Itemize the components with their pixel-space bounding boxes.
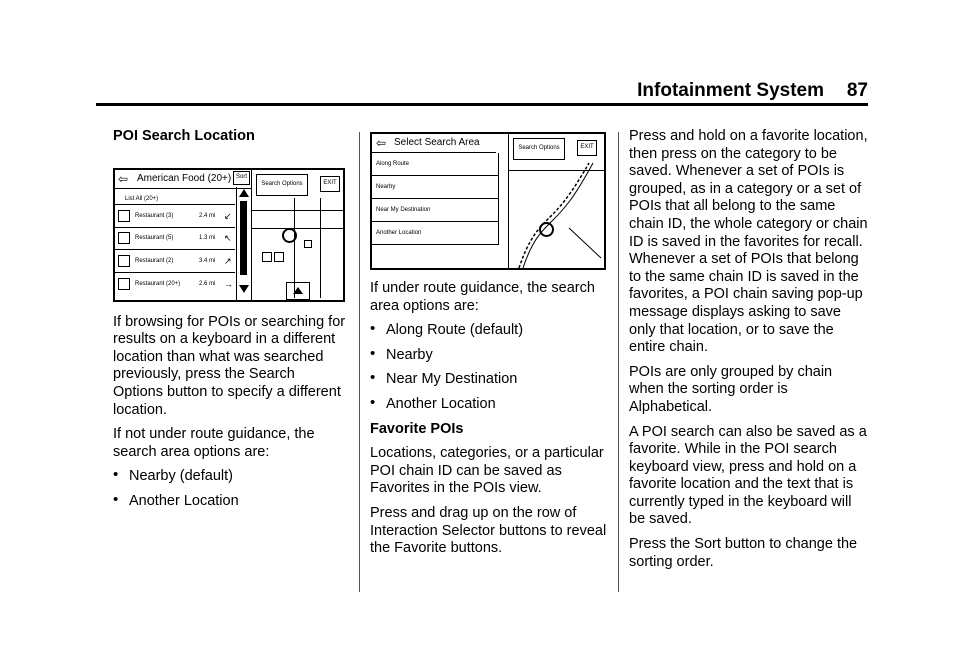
bullet-item: • Another Location (370, 396, 610, 414)
poi-row-name: Restaurant (2) (135, 257, 174, 264)
header-rule (96, 103, 868, 106)
bullet-item: • Along Route (default) (370, 322, 610, 340)
poi-search-location-heading: POI Search Location (113, 128, 255, 144)
map-scroll-up-icon[interactable] (286, 282, 310, 300)
screen-titlebar (372, 134, 496, 153)
search-area-option[interactable]: Nearby (372, 176, 499, 199)
poi-row-distance: 3.4 mi (199, 257, 216, 264)
search-area-option[interactable]: Along Route (372, 153, 499, 176)
poi-marker-icon (262, 252, 272, 262)
bullet-item: • Another Location (113, 493, 348, 511)
poi-row-name: Restaurant (5) (135, 234, 174, 241)
poi-row-name: Restaurant (3) (135, 212, 174, 219)
poi-marker-icon (304, 240, 312, 248)
col3-paragraph-1: Press and hold on a favorite location, then press on the category to be saved. Whenever a set of POIs is grouped, as in a category or a set of POIs that all belong to the same chain ID, the whole category or chain ID is saved in the favorites for recall. Whenever a set of POIs that belong to the same chain ID is saved in the favorites, a POI chain saving pop-up message displays asking to save only that location, or to save the entire chain. (629, 128, 868, 356)
poi-marker-icon (274, 252, 284, 262)
turn-arrow-icon: ↗ (224, 255, 232, 266)
vehicle-position-icon (282, 228, 297, 243)
col1-bullet-list (113, 468, 348, 510)
col1-paragraph-2: If not under route guidance, the search area options are: (113, 426, 315, 460)
checkbox-icon[interactable] (118, 255, 130, 267)
poi-row-distance: 2.6 mi (199, 280, 216, 287)
poi-row[interactable] (115, 227, 235, 250)
favorite-pois-heading: Favorite POIs (370, 420, 464, 437)
checkbox-icon[interactable] (118, 278, 130, 290)
map-road (252, 228, 344, 229)
checkbox-icon[interactable] (118, 210, 130, 222)
column-divider (359, 132, 360, 592)
screen-title: Select Search Area (394, 137, 480, 148)
scrollbar[interactable] (236, 187, 251, 300)
page-number: 87 (846, 80, 868, 101)
back-arrow-icon[interactable]: ⇦ (376, 136, 387, 150)
checkbox-icon[interactable] (118, 232, 130, 244)
exit-button[interactable]: EXIT (577, 140, 597, 156)
list-all-label[interactable]: List All (20+) (125, 195, 159, 202)
col3-paragraph-4: Press the Sort button to change the sorting order. (629, 536, 858, 570)
column-1 (113, 128, 348, 518)
col2-paragraph-3: Press and drag up on the row of Interaction Selector buttons to reveal the Favorite buttons. (370, 504, 607, 557)
scroll-thumb[interactable] (240, 201, 247, 275)
exit-button[interactable]: EXIT (320, 176, 340, 192)
search-area-screen-figure (370, 132, 606, 270)
scroll-down-icon[interactable] (239, 285, 249, 293)
screen-titlebar (115, 170, 251, 189)
col2-bullet-list (370, 322, 610, 413)
poi-list-screen-figure (113, 168, 345, 302)
map-area[interactable] (251, 170, 344, 300)
turn-arrow-icon: ↖ (224, 232, 232, 243)
bullet-item: • Nearby (370, 347, 610, 365)
sort-button[interactable]: Sort (233, 171, 250, 185)
bullet-item: • Nearby (default) (113, 468, 348, 486)
column-3 (629, 128, 869, 578)
scroll-up-icon[interactable] (239, 189, 249, 197)
search-options-button[interactable]: Search Options (513, 138, 565, 160)
search-area-option[interactable]: Near My Destination (372, 199, 499, 222)
route-line-icon (509, 158, 605, 268)
map-road (252, 210, 344, 211)
back-arrow-icon[interactable]: ⇦ (118, 171, 129, 186)
vehicle-position-icon (539, 222, 554, 237)
col3-paragraph-3: A POI search can also be saved as a favorite. While in the POI search keyboard view, press and hold on a favorite location and the text that is currently typed in the keyboard will be saved. (629, 423, 867, 528)
poi-row[interactable] (115, 204, 235, 228)
map-road (320, 198, 321, 298)
search-area-option[interactable]: Another Location (372, 222, 499, 245)
poi-row-distance: 2.4 mi (199, 212, 216, 219)
poi-row[interactable] (115, 250, 235, 273)
bullet-item: • Near My Destination (370, 371, 610, 389)
screen-title: American Food (20+) (137, 172, 232, 184)
col3-paragraph-2: POIs are only grouped by chain when the sorting order is Alphabetical. (629, 363, 833, 415)
column-divider (618, 132, 619, 592)
col2-paragraph-2: Locations, categories, or a particular POI chain ID can be saved as Favorites in the POIs view. (370, 445, 604, 497)
turn-arrow-icon: → (224, 278, 233, 289)
poi-row[interactable] (115, 273, 235, 295)
column-2 (370, 130, 610, 565)
poi-row-name: Restaurant (20+) (135, 280, 181, 287)
turn-arrow-icon: ↙ (224, 210, 232, 221)
poi-row-distance: 1.3 mi (199, 234, 216, 241)
search-options-button[interactable]: Search Options (256, 174, 308, 196)
map-area[interactable] (508, 134, 605, 268)
col1-paragraph-1: If browsing for POIs or searching for results on a keyboard in a different location than what was searched previously, press the Search Options button to specify a different location. (113, 313, 346, 418)
section-title: Infotainment System (637, 80, 824, 101)
col2-paragraph-1: If under route guidance, the search area options are: (370, 280, 595, 314)
